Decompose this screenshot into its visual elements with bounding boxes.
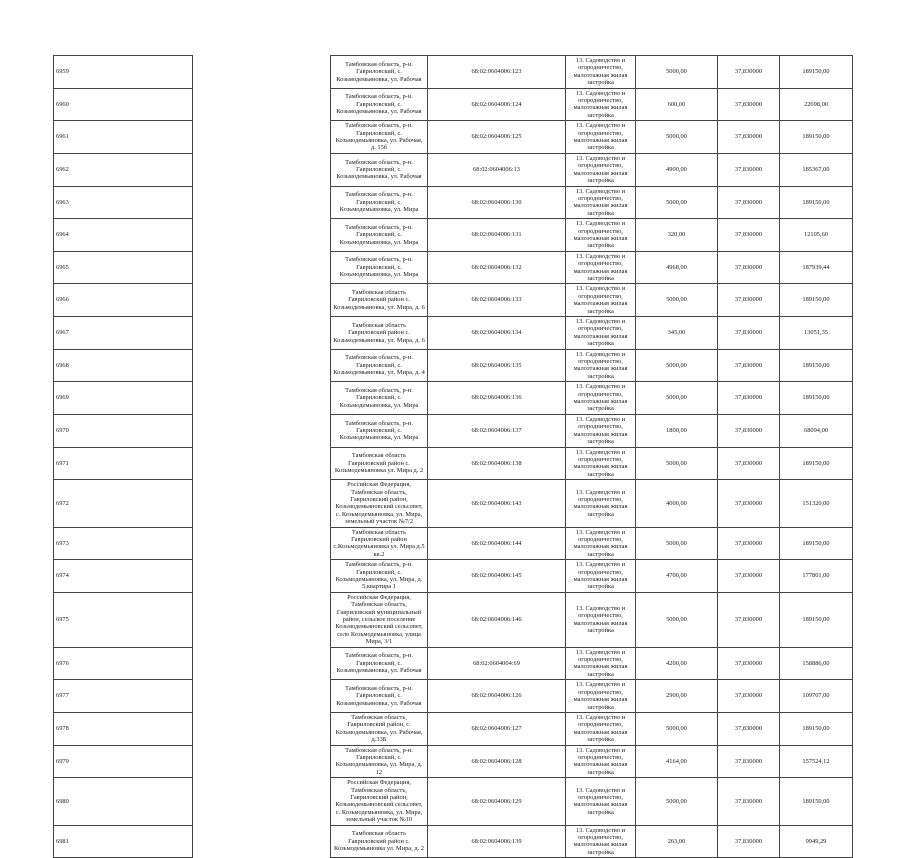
row-number: 6962 <box>54 153 193 186</box>
row-number: 6970 <box>54 414 193 447</box>
cost-cell: 189150,00 <box>780 382 853 415</box>
row-number: 6971 <box>54 447 193 480</box>
rate-cell: 37,830000 <box>718 186 780 219</box>
area-cell: 320,00 <box>636 219 718 252</box>
cost-cell: 185367,00 <box>780 153 853 186</box>
cadastral-number-cell: 68:02:0604006:131 <box>428 219 566 252</box>
address-cell: Российская Федерация, Тамбовская область, Гавриловский район, Козьмодемьяновский сельсовет, с. Козьмодемьяновка, ул. Мира, земельный участок №7/2 <box>331 480 428 527</box>
land-use-cell: 13. Садоводство и огородничество, малоэтажная жилая застройка <box>566 778 636 825</box>
cost-cell: 9949,29 <box>780 825 853 858</box>
address-cell: Тамбовская область Гавриловский район с. Козьмодемьяновка, ул. Мира, д. 6 <box>331 284 428 317</box>
cost-cell: 189150,00 <box>780 56 853 89</box>
rate-cell: 37,830000 <box>718 560 780 593</box>
table-row <box>54 825 853 858</box>
row-number: 6960 <box>54 88 193 121</box>
cost-cell: 189150,00 <box>780 349 853 382</box>
cost-cell: 189150,00 <box>780 284 853 317</box>
empty-cell <box>193 56 331 89</box>
table-row <box>54 712 853 745</box>
row-number: 6972 <box>54 480 193 527</box>
empty-cell <box>193 349 331 382</box>
land-use-cell: 13. Садоводство и огородничество, малоэтажная жилая застройка <box>566 480 636 527</box>
cost-cell: 189150,00 <box>780 121 853 154</box>
table-row <box>54 745 853 778</box>
table-row <box>54 414 853 447</box>
land-use-cell: 13. Садоводство и огородничество, малоэтажная жилая застройка <box>566 712 636 745</box>
row-number: 6979 <box>54 745 193 778</box>
address-cell: Тамбовская область, р-н. Гавриловский, с. Козьмодемьяновка, ул. Рабочая, д. 15б <box>331 121 428 154</box>
empty-cell <box>193 680 331 713</box>
cadastral-number-cell: 68:02:0604006:129 <box>428 778 566 825</box>
table-row <box>54 56 853 89</box>
area-cell: 5000,00 <box>636 592 718 647</box>
table-row <box>54 778 853 825</box>
empty-cell <box>193 527 331 560</box>
land-use-cell: 13. Садоводство и огородничество, малоэтажная жилая застройка <box>566 825 636 858</box>
land-use-cell: 13. Садоводство и огородничество, малоэтажная жилая застройка <box>566 153 636 186</box>
cost-cell: 13051,35 <box>780 317 853 350</box>
area-cell: 4164,00 <box>636 745 718 778</box>
rate-cell: 37,830000 <box>718 251 780 284</box>
empty-cell <box>193 712 331 745</box>
row-number: 6964 <box>54 219 193 252</box>
table-row <box>54 382 853 415</box>
cadastral-number-cell: 68:02:0604006:139 <box>428 825 566 858</box>
area-cell: 600,00 <box>636 88 718 121</box>
row-number: 6978 <box>54 712 193 745</box>
rate-cell: 37,830000 <box>718 647 780 680</box>
row-number: 6976 <box>54 647 193 680</box>
rate-cell: 37,830000 <box>718 88 780 121</box>
row-number: 6975 <box>54 592 193 647</box>
address-cell: Тамбовская область, р-н. Гавриловский, с. Козьмодемьяновка, ул. Рабочая <box>331 680 428 713</box>
table-row <box>54 251 853 284</box>
cadastral-number-cell: 68:02:0604006:136 <box>428 382 566 415</box>
address-cell: Тамбовская область, р-н. Гавриловский, с. Козьмодемьяновка, ул. Мира <box>331 186 428 219</box>
rate-cell: 37,830000 <box>718 219 780 252</box>
cadastral-number-cell: 68:02:0604006:13 <box>428 153 566 186</box>
area-cell: 5000,00 <box>636 121 718 154</box>
rate-cell: 37,830000 <box>718 349 780 382</box>
area-cell: 5000,00 <box>636 447 718 480</box>
row-number: 6959 <box>54 56 193 89</box>
area-cell: 345,00 <box>636 317 718 350</box>
rate-cell: 37,830000 <box>718 712 780 745</box>
table-row <box>54 647 853 680</box>
table-row <box>54 317 853 350</box>
land-use-cell: 13. Садоводство и огородничество, малоэтажная жилая застройка <box>566 447 636 480</box>
table-row <box>54 349 853 382</box>
cost-cell: 189150,00 <box>780 712 853 745</box>
rate-cell: 37,830000 <box>718 778 780 825</box>
empty-cell <box>193 447 331 480</box>
address-cell: Тамбовская область, р-н. Гавриловский, с. Козьмодемьяновка, ул. Мира, д. 4 <box>331 349 428 382</box>
table-row <box>54 680 853 713</box>
rate-cell: 37,830000 <box>718 317 780 350</box>
table-row <box>54 284 853 317</box>
rate-cell: 37,830000 <box>718 447 780 480</box>
rate-cell: 37,830000 <box>718 592 780 647</box>
area-cell: 5000,00 <box>636 284 718 317</box>
cost-cell: 68094,00 <box>780 414 853 447</box>
row-number: 6965 <box>54 251 193 284</box>
empty-cell <box>193 317 331 350</box>
rate-cell: 37,830000 <box>718 680 780 713</box>
address-cell: Тамбовская область Гавриловский район с. Козьмодемьяновка, ул. Мира, д. 6 <box>331 317 428 350</box>
land-use-cell: 13. Садоводство и огородничество, малоэтажная жилая застройка <box>566 382 636 415</box>
cadastral-number-cell: 68:02:0604006:137 <box>428 414 566 447</box>
empty-cell <box>193 647 331 680</box>
cost-cell: 189150,00 <box>780 447 853 480</box>
cadastral-number-cell: 68:02:0604006:145 <box>428 560 566 593</box>
cadastral-number-cell: 68:02:0604006:132 <box>428 251 566 284</box>
cost-cell: 12105,60 <box>780 219 853 252</box>
land-use-cell: 13. Садоводство и огородничество, малоэтажная жилая застройка <box>566 647 636 680</box>
empty-cell <box>193 284 331 317</box>
cadastral-number-cell: 68:02:0604006:125 <box>428 121 566 154</box>
area-cell: 4900,00 <box>636 153 718 186</box>
area-cell: 4000,00 <box>636 480 718 527</box>
empty-cell <box>193 251 331 284</box>
land-use-cell: 13. Садоводство и огородничество, малоэтажная жилая застройка <box>566 592 636 647</box>
cadastral-number-cell: 68:02:0604006:124 <box>428 88 566 121</box>
area-cell: 5000,00 <box>636 186 718 219</box>
rate-cell: 37,830000 <box>718 153 780 186</box>
land-use-cell: 13. Садоводство и огородничество, малоэтажная жилая застройка <box>566 121 636 154</box>
cost-cell: 189150,00 <box>780 186 853 219</box>
area-cell: 5000,00 <box>636 527 718 560</box>
cost-cell: 22698,00 <box>780 88 853 121</box>
row-number: 6961 <box>54 121 193 154</box>
land-use-cell: 13. Садоводство и огородничество, малоэтажная жилая застройка <box>566 284 636 317</box>
area-cell: 4968,00 <box>636 251 718 284</box>
cost-cell: 151320,00 <box>780 480 853 527</box>
area-cell: 1800,00 <box>636 414 718 447</box>
table-row <box>54 447 853 480</box>
row-number: 6981 <box>54 825 193 858</box>
empty-cell <box>193 382 331 415</box>
row-number: 6973 <box>54 527 193 560</box>
empty-cell <box>193 88 331 121</box>
empty-cell <box>193 414 331 447</box>
row-number: 6974 <box>54 560 193 593</box>
table-row <box>54 480 853 527</box>
address-cell: Тамбовская область, р-н. Гавриловский, с. Козьмодемьяновка, ул. Рабочая <box>331 56 428 89</box>
cost-cell: 189150,00 <box>780 778 853 825</box>
empty-cell <box>193 186 331 219</box>
empty-cell <box>193 745 331 778</box>
row-number: 6969 <box>54 382 193 415</box>
table-body <box>54 56 853 858</box>
area-cell: 4200,00 <box>636 647 718 680</box>
address-cell: Тамбовская область, р-н. Гавриловский, с. Козьмодемьяновка, ул. Мира <box>331 414 428 447</box>
area-cell: 5000,00 <box>636 712 718 745</box>
area-cell: 2900,00 <box>636 680 718 713</box>
area-cell: 263,00 <box>636 825 718 858</box>
cadastral-number-cell: 68:02:0604006:126 <box>428 680 566 713</box>
cadastral-number-cell: 68:02:0604006:127 <box>428 712 566 745</box>
land-use-cell: 13. Садоводство и огородничество, малоэтажная жилая застройка <box>566 560 636 593</box>
address-cell: Тамбовская область Гавриловский район с.Козьмодемьяновка ул. Мира д.5 кв.2 <box>331 527 428 560</box>
row-number: 6977 <box>54 680 193 713</box>
land-use-cell: 13. Садоводство и огородничество, малоэтажная жилая застройка <box>566 680 636 713</box>
land-use-cell: 13. Садоводство и огородничество, малоэтажная жилая застройка <box>566 186 636 219</box>
cost-cell: 187939,44 <box>780 251 853 284</box>
address-cell: Тамбовская область, р-н. Гавриловский, с. Козьмодемьяновка, ул. Рабочая <box>331 88 428 121</box>
land-use-cell: 13. Садоводство и огородничество, малоэтажная жилая застройка <box>566 88 636 121</box>
rate-cell: 37,830000 <box>718 284 780 317</box>
rate-cell: 37,830000 <box>718 121 780 154</box>
address-cell: Тамбовская область, р-н. Гавриловский, с. Козьмодемьяновка, ул. Мира <box>331 251 428 284</box>
area-cell: 5000,00 <box>636 778 718 825</box>
cadastral-number-cell: 68:02:0604004:69 <box>428 647 566 680</box>
rate-cell: 37,830000 <box>718 480 780 527</box>
cadastral-number-cell: 68:02:0604006:144 <box>428 527 566 560</box>
rate-cell: 37,830000 <box>718 414 780 447</box>
empty-cell <box>193 121 331 154</box>
area-cell: 5000,00 <box>636 349 718 382</box>
land-use-cell: 13. Садоводство и огородничество, малоэтажная жилая застройка <box>566 349 636 382</box>
cost-cell: 189150,00 <box>780 527 853 560</box>
table-row <box>54 219 853 252</box>
rate-cell: 37,830000 <box>718 745 780 778</box>
row-number: 6967 <box>54 317 193 350</box>
cost-cell: 157524,12 <box>780 745 853 778</box>
area-cell: 5000,00 <box>636 56 718 89</box>
address-cell: Тамбовская область Гавриловский район с. Козьмодемьяновка ул. Мира, д. 2 <box>331 825 428 858</box>
table-row <box>54 592 853 647</box>
land-use-cell: 13. Садоводство и огородничество, малоэтажная жилая застройка <box>566 219 636 252</box>
address-cell: Тамбовская область, р-н. Гавриловский, с. Козьмодемьяновка, ул. Рабочая <box>331 647 428 680</box>
empty-cell <box>193 219 331 252</box>
area-cell: 4700,00 <box>636 560 718 593</box>
table-row <box>54 186 853 219</box>
address-cell: Тамбовская область, Гавриловский район, с. Козьмодемьяновка, ул. Рабочая, д.33Б <box>331 712 428 745</box>
table-row <box>54 121 853 154</box>
row-number: 6980 <box>54 778 193 825</box>
table-row <box>54 560 853 593</box>
empty-cell <box>193 153 331 186</box>
land-use-cell: 13. Садоводство и огородничество, малоэтажная жилая застройка <box>566 56 636 89</box>
address-cell: Российская Федерация, Тамбовская область, Гавриловский муниципальный район, сельское поселение Козьмодемьяновский сельсовет, село Козьмодемьяновка, улица Мира, 3/1 <box>331 592 428 647</box>
cost-cell: 177801,00 <box>780 560 853 593</box>
cadastral-value-table <box>53 55 853 858</box>
area-cell: 5000,00 <box>636 382 718 415</box>
cadastral-number-cell: 68:02:0604006:133 <box>428 284 566 317</box>
cadastral-number-cell: 68:02:0604006:135 <box>428 349 566 382</box>
land-use-cell: 13. Садоводство и огородничество, малоэтажная жилая застройка <box>566 317 636 350</box>
rate-cell: 37,830000 <box>718 56 780 89</box>
land-use-cell: 13. Садоводство и огородничество, малоэтажная жилая застройка <box>566 414 636 447</box>
rate-cell: 37,830000 <box>718 825 780 858</box>
cost-cell: 189150,00 <box>780 592 853 647</box>
table-row <box>54 153 853 186</box>
land-use-cell: 13. Садоводство и огородничество, малоэтажная жилая застройка <box>566 745 636 778</box>
rate-cell: 37,830000 <box>718 382 780 415</box>
row-number: 6963 <box>54 186 193 219</box>
cadastral-number-cell: 68:02:0604006:123 <box>428 56 566 89</box>
land-use-cell: 13. Садоводство и огородничество, малоэтажная жилая застройка <box>566 251 636 284</box>
address-cell: Тамбовская область, р-н. Гавриловский, с. Козьмодемьяновка, ул. Мира <box>331 219 428 252</box>
table-row <box>54 527 853 560</box>
address-cell: Тамбовская область, р-н. Гавриловский, с. Козьмодемьяновка, ул. Мира, д. 12 <box>331 745 428 778</box>
empty-cell <box>193 825 331 858</box>
address-cell: Тамбовская область, р-н. Гавриловский, с. Козьмодемьяновка, ул. Мира <box>331 382 428 415</box>
empty-cell <box>193 560 331 593</box>
address-cell: Тамбовская область, р-н. Гавриловский, с. Козьмодемьяновка, ул. Рабочая <box>331 153 428 186</box>
cadastral-number-cell: 68:02:0604006:130 <box>428 186 566 219</box>
address-cell: Российская Федерация, Тамбовская область, Гавриловский район, Козьмодемьяновский сельсовет, с. Козьмодемьяновка, ул. Мира, земельный участок №10 <box>331 778 428 825</box>
cadastral-number-cell: 68:02:0604006:128 <box>428 745 566 778</box>
row-number: 6968 <box>54 349 193 382</box>
empty-cell <box>193 592 331 647</box>
address-cell: Тамбовская область Гавриловский район с. Козьмодемьяновка ул. Мира д. 2 <box>331 447 428 480</box>
rate-cell: 37,830000 <box>718 527 780 560</box>
cost-cell: 158886,00 <box>780 647 853 680</box>
cadastral-number-cell: 68:02:0604006:146 <box>428 592 566 647</box>
row-number: 6966 <box>54 284 193 317</box>
table-row <box>54 88 853 121</box>
empty-cell <box>193 480 331 527</box>
cost-cell: 109707,00 <box>780 680 853 713</box>
cadastral-number-cell: 68:02:0604006:134 <box>428 317 566 350</box>
empty-cell <box>193 778 331 825</box>
land-use-cell: 13. Садоводство и огородничество, малоэтажная жилая застройка <box>566 527 636 560</box>
cadastral-number-cell: 68:02:0604006:138 <box>428 447 566 480</box>
address-cell: Тамбовская область, р-н. Гавриловский, с. Козьмодемьяновка, ул. Мира, д. 5,квартира 1 <box>331 560 428 593</box>
cadastral-number-cell: 68:02:0604006:143 <box>428 480 566 527</box>
